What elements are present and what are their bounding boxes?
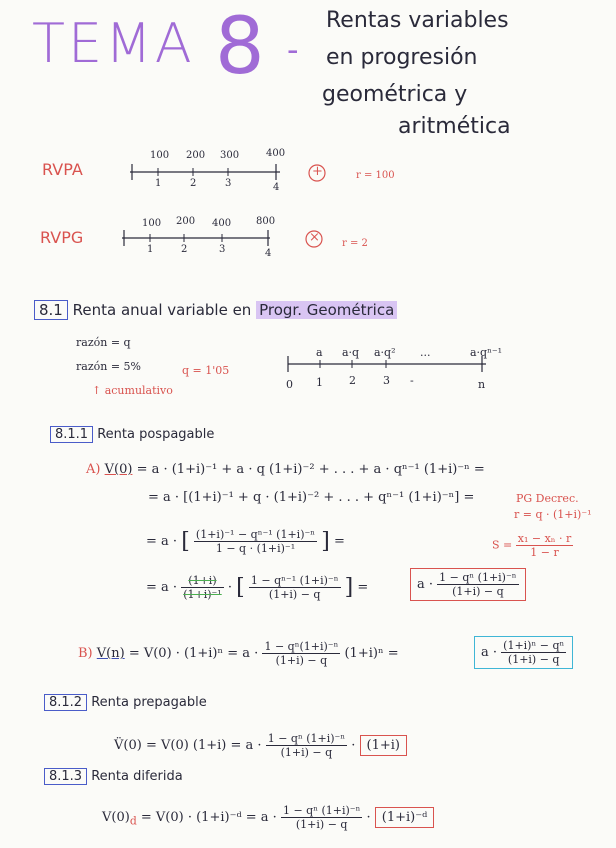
rvpg-top-2: 200 xyxy=(176,216,196,227)
title-line-3: geométrica y xyxy=(322,82,468,107)
tl-top-1: a xyxy=(316,346,323,359)
prepagable-formula: V̈(0) = V(0) (1+i) = a · $\frac{\text{1 − qⁿ (1+i)⁻ⁿ}}{(1+i) - q}$ · (1+i) xyxy=(114,732,407,759)
tl-top-5: a·qⁿ⁻¹ xyxy=(470,346,503,359)
rvpg-op: × xyxy=(309,230,320,245)
l3-fraction: $\frac{\text{(1+i)⁻¹ − qⁿ⁻¹ (1+i)⁻ⁿ}}{\text{1 − q · (1+i)⁻¹}}$ xyxy=(195,528,316,555)
tl-bot-1: 1 xyxy=(316,376,323,389)
rvpg-top-4: 800 xyxy=(256,216,276,227)
rvpg-top-1: 100 xyxy=(142,218,162,229)
rvpa-tick-3: 3 xyxy=(225,178,232,189)
title-line-4: aritmética xyxy=(398,114,511,139)
rvpg-tick-1: 1 xyxy=(147,244,154,255)
tema-dash: - xyxy=(287,30,299,70)
part-b-vn: V(n) xyxy=(96,646,125,661)
section-8-1-3-heading: 8.1.3 Renta diferida xyxy=(44,768,183,785)
part-a-line-1 xyxy=(86,462,485,477)
section-8-1-title-a: Renta anual variable en xyxy=(72,301,252,319)
part-a-line-4: = a · $\frac{(1+i)}{\text{(1+i)⁻¹}}$ · [ $\frac{\text{1 − qⁿ⁻¹ (1+i)⁻ⁿ}}{(1+i) - q}$ ] = xyxy=(146,574,369,601)
rvpg-r: r = 2 xyxy=(342,238,368,249)
tl-bot-4: - xyxy=(410,374,414,387)
tl-bot-2: 2 xyxy=(349,374,356,387)
tl-top-2: a·q xyxy=(342,346,360,359)
part-a-line-3: = a · [ $\frac{\text{(1+i)⁻¹ − qⁿ⁻¹ (1+i)⁻ⁿ}}{\text{1 − q · (1+i)⁻¹}}$ ] = xyxy=(146,528,345,555)
pg-decrec-note: PG Decrec. xyxy=(516,492,579,505)
part-a-expansion: = a · (1+i)⁻¹ + a · q (1+i)⁻² + . . . + a · qⁿ⁻¹ (1+i)⁻ⁿ = xyxy=(136,462,485,477)
title-line-2: en progresión xyxy=(326,45,478,70)
tl-bot-5: n xyxy=(478,378,486,391)
rvpg-label: RVPG xyxy=(40,228,84,247)
part-a-label: A) xyxy=(86,462,101,477)
q-value: q = 1'05 xyxy=(182,364,230,377)
acumulativo-note: ↑ acumulativo xyxy=(92,384,173,397)
r-formula-note: r = q · (1+i)⁻¹ xyxy=(514,508,592,521)
section-8-1-2-heading: 8.1.2 Renta prepagable xyxy=(44,694,207,711)
section-8-1-title-b: Progr. Geométrica xyxy=(256,301,397,319)
rvpa-tick-4: 4 xyxy=(273,182,280,193)
section-8-1-1-number: 8.1.1 xyxy=(50,426,93,443)
rvpg-tick-4: 4 xyxy=(265,248,272,259)
rvpa-top-3: 300 xyxy=(220,150,240,161)
tl-bot-0: 0 xyxy=(286,378,293,391)
section-8-1-heading xyxy=(34,300,397,320)
rvpa-r: r = 100 xyxy=(356,170,395,181)
rvpg-timeline xyxy=(122,226,282,266)
section-8-1-number: 8.1 xyxy=(34,300,68,320)
tema-number: 8 xyxy=(215,2,265,92)
cancel-fraction: $\frac{(1+i)}{\text{(1+i)⁻¹}}$ xyxy=(183,574,222,601)
result-box-v0: a · $\frac{\text{1 − qⁿ (1+i)⁻ⁿ}}{(1+i) - q}$ xyxy=(410,568,526,601)
rvpg-top-3: 400 xyxy=(212,218,232,229)
tema-heading: TEMA xyxy=(32,12,195,75)
tl-top-3: a·q² xyxy=(374,346,396,359)
l3-prefix: = a · xyxy=(146,534,178,549)
section-8-1-1-heading xyxy=(50,426,214,443)
prepagable-factor: (1+i) xyxy=(360,735,407,756)
rvpg-tick-2: 2 xyxy=(181,244,188,255)
part-a-v0: V(0) xyxy=(104,462,133,477)
rvpa-tick-2: 2 xyxy=(190,178,197,189)
rvpa-op: + xyxy=(312,164,323,179)
sum-formula: S = $\frac{\text{x₁ − xₙ · r}}{1 - r}$ xyxy=(492,532,572,559)
result-box-vn: a · $\frac{\text{(1+i)ⁿ − qⁿ}}{(1+i) - q}$ xyxy=(474,636,573,669)
diferida-factor: (1+i)⁻ᵈ xyxy=(375,807,435,828)
rvpa-label: RVPA xyxy=(42,160,83,179)
title-line-1: Rentas variables xyxy=(326,8,509,33)
tl-top-4: ... xyxy=(420,346,431,359)
part-b-line: B) V(n) = V(0) · (1+i)ⁿ = a · $\frac{\text{1 − qⁿ(1+i)⁻ⁿ}}{(1+i) - q}$ (1+i)ⁿ = xyxy=(78,640,399,667)
rvpg-tick-3: 3 xyxy=(219,244,226,255)
rvpa-timeline xyxy=(130,158,290,198)
tl-bot-3: 3 xyxy=(383,374,390,387)
diferida-formula: $V(0)_d = V(0)$ · (1+i)⁻ᵈ = a · $\frac{\text{1 − qⁿ (1+i)⁻ⁿ}}{(1+i) - q}$ · (1+i)⁻ᵈ xyxy=(102,804,434,831)
section-8-1-1-title: Renta pospagable xyxy=(97,427,215,442)
razon-5: razón = 5% xyxy=(76,360,141,373)
part-a-line-2: = a · [(1+i)⁻¹ + q · (1+i)⁻² + . . . + qⁿ⁻¹ (1+i)⁻ⁿ] = xyxy=(148,490,475,505)
razon-q: razón = q xyxy=(76,336,131,349)
rvpa-top-4: 400 xyxy=(266,148,286,159)
rvpa-tick-1: 1 xyxy=(155,178,162,189)
rvpa-top-1: 100 xyxy=(150,150,170,161)
rvpa-top-2: 200 xyxy=(186,150,206,161)
